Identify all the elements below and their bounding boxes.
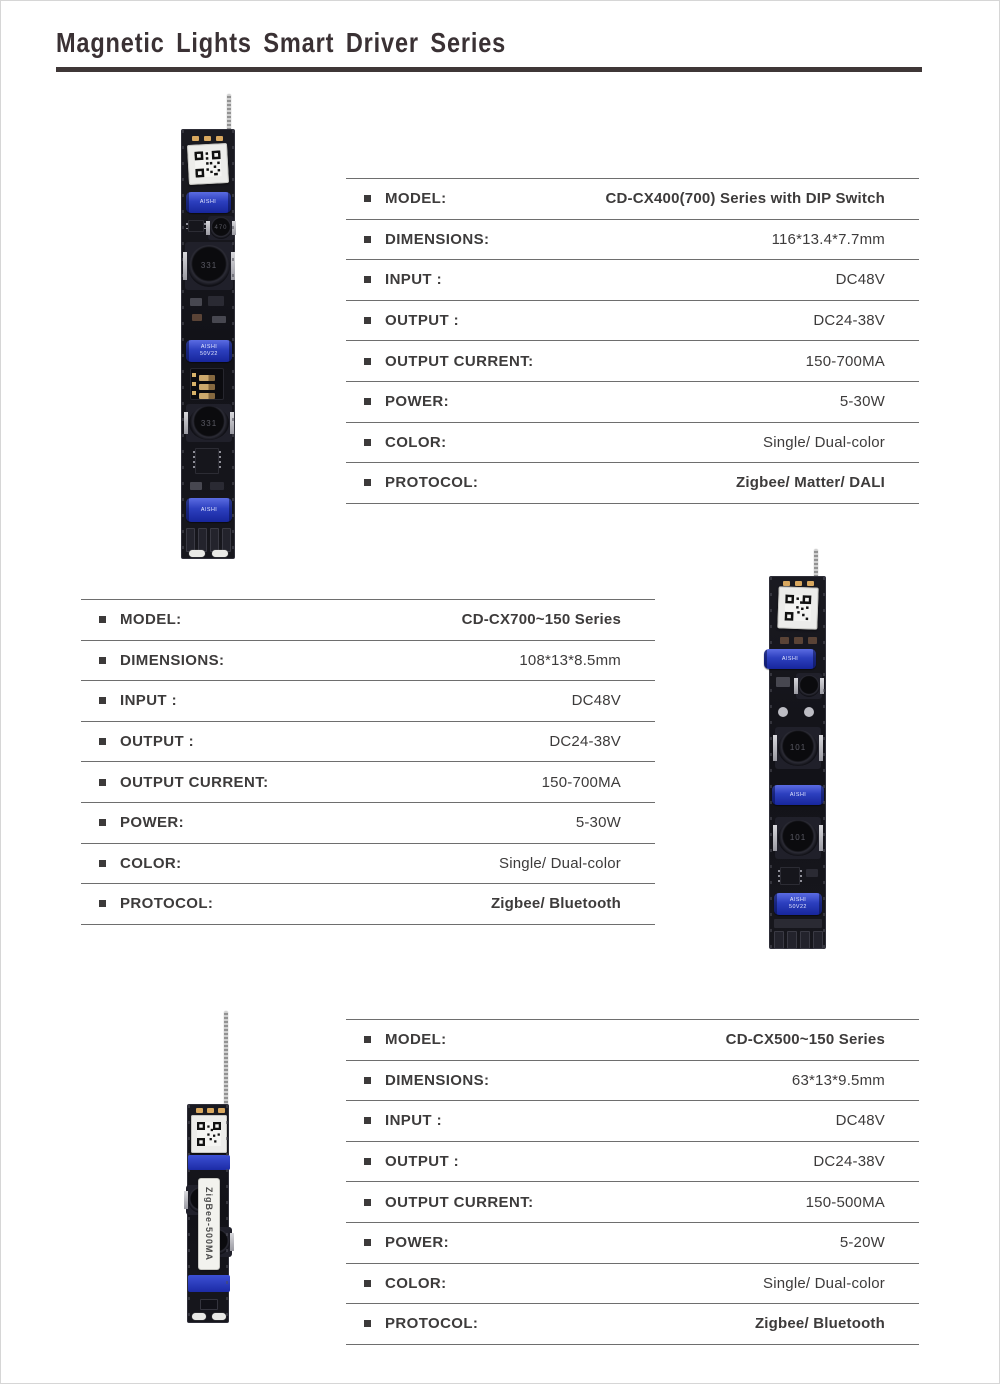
bullet-square-icon: [364, 1199, 371, 1206]
bullet-square-icon: [99, 779, 106, 786]
bullet-square-icon: [364, 236, 371, 243]
pcb-photo-cx700: [767, 549, 829, 949]
capacitor-brand: AISHI: [200, 344, 218, 350]
solder-pad: [204, 136, 211, 141]
bullet-square-icon: [364, 479, 371, 486]
smd-resistor: [192, 314, 202, 321]
wireless-module: [187, 143, 229, 185]
spec-value: 150-700MA: [541, 773, 621, 791]
antenna-wire: [227, 94, 231, 134]
bullet-square-icon: [364, 276, 371, 283]
table-row: [346, 260, 919, 301]
via-pad: [804, 707, 814, 717]
spec-label: OUTPUT CURRENT:: [120, 773, 269, 791]
bullet-square-icon: [99, 900, 106, 907]
antenna-wire: [224, 1011, 228, 1107]
table-row: [346, 1304, 919, 1345]
electrolytic-capacitor: [186, 340, 232, 362]
spec-value: 5-20W: [839, 1234, 885, 1252]
table-row: [346, 179, 919, 220]
bullet-square-icon: [99, 657, 106, 664]
smd-resistor: [794, 637, 803, 644]
electrolytic-capacitor: [186, 192, 231, 213]
dip-switch: [190, 368, 224, 400]
terminal-pad: [787, 931, 797, 949]
bullet-square-icon: [364, 1280, 371, 1287]
bullet-square-icon: [364, 1320, 371, 1327]
smd-component: [190, 298, 202, 306]
bullet-square-icon: [99, 697, 106, 704]
table-row: [346, 1223, 919, 1264]
spec-label: PROTOCOL:: [120, 895, 214, 913]
bullet-square-icon: [364, 439, 371, 446]
solder-pad: [192, 136, 199, 141]
electrolytic-capacitor: [764, 649, 816, 669]
smd-component: [210, 482, 224, 490]
spec-value: Single/ Dual-color: [763, 433, 885, 451]
spec-value: DC48V: [835, 1112, 885, 1130]
inductor: [796, 673, 822, 699]
bullet-square-icon: [364, 398, 371, 405]
solder-pad: [216, 136, 223, 141]
spec-value: Single/ Dual-color: [499, 854, 621, 872]
table-row: [346, 220, 919, 261]
spec-label: OUTPUT :: [120, 733, 195, 751]
capacitor-marking: 50V22: [789, 904, 807, 910]
bullet-square-icon: [364, 1117, 371, 1124]
spec-label: COLOR:: [385, 433, 447, 451]
solder-pad: [783, 581, 790, 586]
table-row: [346, 463, 919, 504]
spec-value: 63*13*9.5mm: [791, 1071, 885, 1089]
spec-value: Single/ Dual-color: [763, 1274, 885, 1292]
spec-value: DC48V: [571, 692, 621, 710]
solder-pad: [189, 550, 205, 557]
spec-value: CD-CX700~150 Series: [461, 611, 621, 629]
table-row: [81, 884, 655, 925]
spec-label: POWER:: [385, 393, 450, 411]
spec-label: OUTPUT CURRENT:: [385, 352, 534, 370]
inductor-coil: [798, 675, 821, 698]
bullet-square-icon: [99, 616, 106, 623]
bullet-square-icon: [99, 819, 106, 826]
solder-pad: [212, 550, 228, 557]
table-row: [81, 600, 655, 641]
solder-pad: [795, 581, 802, 586]
module-label: ZigBee-500MA: [199, 1179, 219, 1269]
spec-label: DIMENSIONS:: [385, 1071, 490, 1089]
terminal-pad: [186, 528, 195, 552]
inductor-marking: 101: [778, 730, 818, 767]
inductor-marking: 470: [210, 217, 233, 238]
title-underline: [56, 67, 922, 72]
bullet-square-icon: [364, 317, 371, 324]
spec-value: 5-30W: [575, 814, 621, 832]
spec-label: INPUT :: [120, 692, 177, 710]
table-row: [346, 1061, 919, 1102]
table-row: [346, 341, 919, 382]
solder-pad: [192, 1313, 206, 1320]
power-inductor: [775, 727, 821, 769]
spec-label: COLOR:: [385, 1274, 447, 1292]
chip-ic: [195, 448, 219, 474]
connector-block: [774, 919, 822, 928]
spec-label: PROTOCOL:: [385, 1315, 479, 1333]
table-row: [81, 803, 655, 844]
terminal-pad: [800, 931, 810, 949]
spec-label: OUTPUT :: [385, 1153, 460, 1171]
bullet-square-icon: [364, 358, 371, 365]
terminal-pad: [774, 931, 784, 949]
spec-value: Zigbee/ Matter/ DALI: [735, 474, 885, 492]
smd-component: [190, 482, 202, 490]
smd-component: [806, 869, 818, 877]
solder-pad: [196, 1108, 203, 1113]
smd-component: [776, 677, 790, 687]
pcb-board: [769, 576, 826, 949]
spec-label: PROTOCOL:: [385, 474, 479, 492]
wireless-module: [191, 1115, 227, 1153]
spec-value: 150-700MA: [805, 352, 885, 370]
table-row: [346, 301, 919, 342]
spec-value: 150-500MA: [805, 1193, 885, 1211]
pcb-photo-cx400: [181, 94, 235, 559]
via-pad: [778, 707, 788, 717]
electrolytic-capacitor: [772, 785, 824, 805]
pcb-photo-cx500: [187, 1011, 233, 1323]
table-row: [81, 762, 655, 803]
spec-table-cx400: [346, 178, 919, 504]
table-row: [346, 423, 919, 464]
inductor-marking: 331: [189, 406, 229, 439]
terminal-pad: [222, 528, 231, 552]
push-connector: [200, 1299, 218, 1310]
terminal-pad: [210, 528, 219, 552]
spec-label: DIMENSIONS:: [385, 230, 490, 248]
solder-pad: [807, 581, 814, 586]
bullet-square-icon: [99, 738, 106, 745]
table-row: [346, 1020, 919, 1061]
table-row: [346, 1264, 919, 1305]
blue-label-strip: [188, 1275, 230, 1292]
spec-value: 108*13*8.5mm: [519, 651, 621, 669]
dip-toggle: [199, 375, 215, 381]
table-row: [346, 1101, 919, 1142]
dip-toggle: [199, 384, 215, 390]
dip-toggle: [199, 393, 215, 399]
capacitor-marking: 50V22: [200, 351, 218, 357]
spec-label: POWER:: [385, 1234, 450, 1252]
solder-pad: [212, 1313, 226, 1320]
table-row: [346, 1142, 919, 1183]
solder-pad: [207, 1108, 214, 1113]
spec-label: MODEL:: [385, 1031, 447, 1049]
dip-switch-pins: [192, 373, 196, 395]
chip-ic: [780, 867, 800, 885]
spec-value: 116*13.4*7.7mm: [771, 230, 885, 248]
inductor: [208, 216, 234, 240]
spec-value: Zigbee/ Bluetooth: [490, 895, 621, 913]
wireless-module: [777, 586, 818, 629]
spec-value: DC48V: [835, 271, 885, 289]
spec-label: DIMENSIONS:: [120, 651, 225, 669]
spec-value: CD-CX400(700) Series with DIP Switch: [605, 190, 885, 208]
smd-resistor: [780, 637, 789, 644]
bullet-square-icon: [364, 1239, 371, 1246]
spec-value: CD-CX500~150 Series: [725, 1031, 885, 1049]
table-row: [346, 382, 919, 423]
capacitor-brand: AISHI: [200, 199, 217, 205]
spec-table-cx700: [81, 599, 655, 925]
terminal-pad: [813, 931, 823, 949]
bullet-square-icon: [99, 860, 106, 867]
electrolytic-capacitor: [774, 893, 822, 915]
pcb-board: [181, 129, 235, 559]
spec-label: OUTPUT :: [385, 312, 460, 330]
bullet-square-icon: [364, 1077, 371, 1084]
inductor-marking: 331: [188, 245, 230, 287]
bullet-square-icon: [364, 1036, 371, 1043]
terminal-pad: [198, 528, 207, 552]
electrolytic-capacitor: [186, 498, 232, 522]
capacitor-brand: AISHI: [781, 655, 799, 662]
spec-label: POWER:: [120, 814, 185, 832]
smd-component: [208, 296, 224, 306]
smd-resistor: [808, 637, 817, 644]
capacitor-brand: AISHI: [789, 897, 807, 903]
spec-value: DC24-38V: [549, 733, 621, 751]
capacitor-brand: AISHI: [200, 506, 218, 513]
bullet-square-icon: [364, 1158, 371, 1165]
solder-pad: [218, 1108, 225, 1113]
spec-label: MODEL:: [385, 190, 447, 208]
spec-label: COLOR:: [120, 854, 182, 872]
spec-value: Zigbee/ Bluetooth: [754, 1315, 885, 1333]
qr-code-icon: [197, 1122, 221, 1146]
spec-label: INPUT :: [385, 1112, 442, 1130]
table-row: [81, 844, 655, 885]
qr-code-icon: [785, 595, 812, 622]
capacitor-brand: AISHI: [789, 791, 807, 798]
page-title: Magnetic Lights Smart Driver Series: [56, 27, 507, 58]
page-title-wrap: [56, 23, 592, 63]
power-inductor: [185, 242, 233, 290]
spec-label: INPUT :: [385, 271, 442, 289]
table-row: [81, 681, 655, 722]
table-row: [81, 641, 655, 682]
power-inductor: [186, 404, 232, 442]
smd-component: [212, 316, 226, 323]
spec-label: OUTPUT CURRENT:: [385, 1193, 534, 1211]
qr-code-icon: [194, 150, 221, 177]
table-row: [346, 1182, 919, 1223]
blue-label-strip: [188, 1155, 230, 1170]
inductor-marking: 101: [778, 820, 818, 857]
bullet-square-icon: [364, 195, 371, 202]
spec-table-cx500: [346, 1019, 919, 1345]
table-row: [81, 722, 655, 763]
spec-label: MODEL:: [120, 611, 182, 629]
chip-ic: [188, 220, 204, 232]
spec-value: 5-30W: [839, 393, 885, 411]
spec-value: DC24-38V: [813, 312, 885, 330]
pcb-board: [187, 1104, 229, 1323]
power-inductor: [775, 817, 821, 859]
spec-value: DC24-38V: [813, 1153, 885, 1171]
